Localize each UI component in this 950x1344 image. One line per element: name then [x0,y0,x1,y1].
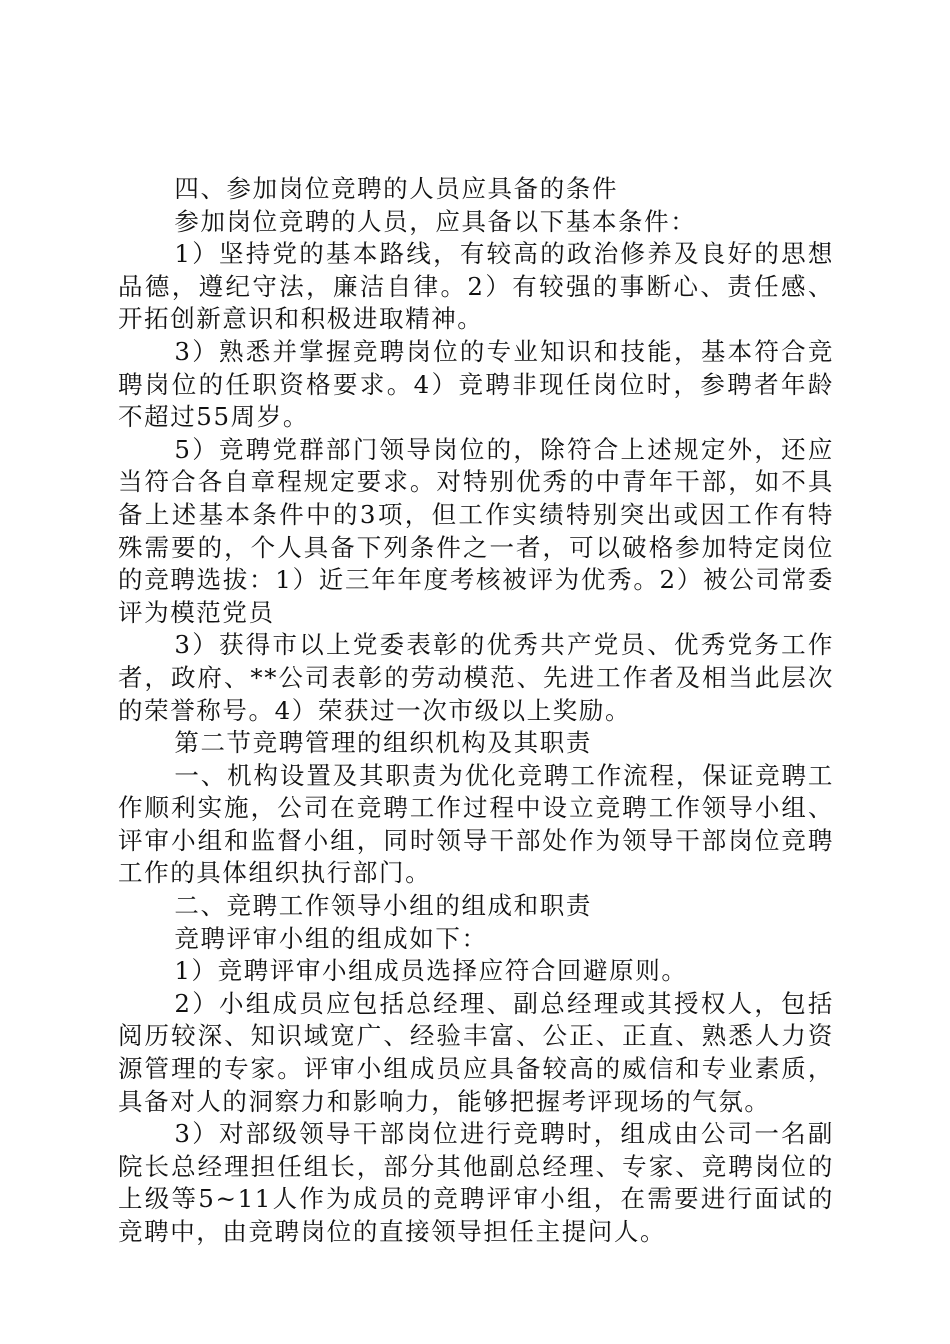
paragraph: 竞聘评审小组的组成如下： [174,923,488,953]
paragraph: 3）对部级领导干部岗位进行竞聘时，组成由公司一名副院长总经理担任组长，部分其他副总经理、专家、竞聘岗位的上级等5~11人作为成员的竞聘评审小组，在需要进行面试的竞聘中，由竞聘岗位的直接领导担任主提问人。 [118,1119,834,1246]
paragraph: 5）竞聘党群部门领导岗位的，除符合上述规定外，还应当符合各自章程规定要求。对特别优秀的中青年干部，如不具备上述基本条件中的3项，但工作实绩特别突出或因工作有特殊需要的，个人具备下列条件之一者，可以破格参加特定岗位的竞聘选拔：1）近三年年度考核被评为优秀。2）被公司常委评为模范党员 [118,434,834,627]
document-body [118,173,834,1249]
paragraph: 1）竞聘评审小组成员选择应符合回避原则。 [174,956,688,986]
paragraph: 参加岗位竞聘的人员，应具备以下基本条件： [174,206,697,236]
section-heading: 第二节竞聘管理的组织机构及其职责 [174,728,592,758]
paragraph: 3）熟悉并掌握竞聘岗位的专业知识和技能，基本符合竞聘岗位的任职资格要求。4）竞聘非现任岗位时，参聘者年龄不超过55周岁。 [118,336,834,432]
paragraph: 二、竞聘工作领导小组的组成和职责 [174,891,592,921]
paragraph: 1）坚持党的基本路线，有较高的政治修养及良好的思想品德，遵纪守法，廉洁自律。2）有较强的事断心、责任感、开拓创新意识和积极进取精神。 [118,239,834,334]
paragraph: 一、机构设置及其职责为优化竞聘工作流程，保证竞聘工作顺利实施，公司在竞聘工作过程中设立竞聘工作领导小组、评审小组和监督小组，同时领导干部处作为领导干部岗位竞聘工作的具体组织执行部门。 [118,760,834,888]
paragraph: 3）获得市以上党委表彰的优秀共产党员、优秀党务工作者，政府、**公司表彰的劳动模范、先进工作者及相当此层次的荣誉称号。4）荣获过一次市级以上奖励。 [118,630,834,725]
paragraph: 四、参加岗位竞聘的人员应具备的条件 [174,174,619,203]
paragraph: 2）小组成员应包括总经理、副总经理或其授权人，包括阅历较深、知识域宽广、经验丰富、公正、正直、熟悉人力资源管理的专家。评审小组成员应具备较高的威信和专业素质，具备对人的洞察力和影响力，能够把握考评现场的气氛。 [118,988,834,1116]
